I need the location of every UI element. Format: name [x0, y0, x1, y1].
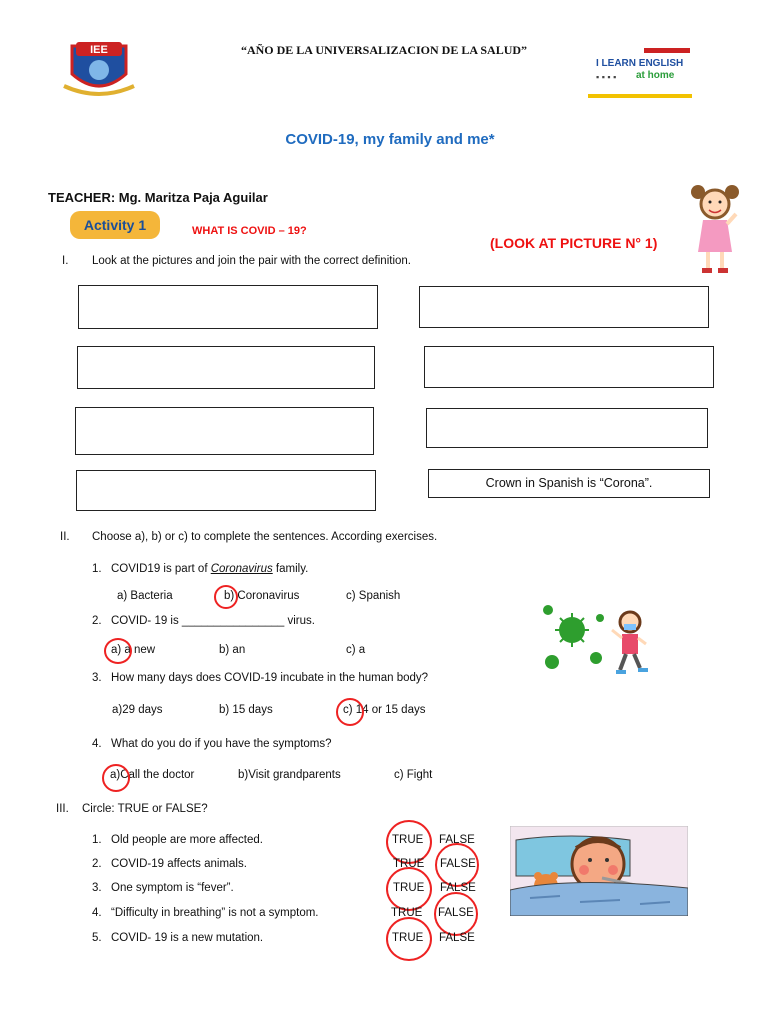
sick-child-illustration	[510, 826, 688, 916]
answer-circle-tf3	[386, 867, 432, 911]
question-3-option-a[interactable]: a)29 days	[112, 704, 163, 716]
section3-numeral: III.	[56, 803, 69, 815]
tf-item-5-false[interactable]: FALSE	[439, 932, 475, 944]
header-motto: “AÑO DE LA UNIVERSALIZACION DE LA SALUD”	[240, 43, 528, 57]
question-4-number: 4.	[92, 738, 102, 750]
question-2-text: COVID- 19 is ________________ virus.	[111, 615, 315, 627]
section2-numeral: II.	[60, 531, 70, 543]
match-box-right-1[interactable]	[419, 286, 709, 328]
question-3-option-b[interactable]: b) 15 days	[219, 704, 273, 716]
section2-instruction: Choose a), b) or c) to complete the sentences. According exercises.	[92, 531, 438, 543]
answer-circle-q1	[214, 585, 238, 609]
tf-item-5-true[interactable]: TRUE	[392, 932, 424, 944]
ile-logo-line2: at home	[636, 70, 675, 81]
tf-item-5-text: COVID- 19 is a new mutation.	[111, 932, 264, 944]
tf-item-1-true[interactable]: TRUE	[392, 834, 424, 846]
i-learn-english-logo: I LEARN ENGLISH ▪ ▪ ▪ ▪ at home	[588, 48, 698, 100]
ile-logo-line1: I LEARN ENGLISH	[596, 58, 684, 69]
question-3-number: 3.	[92, 672, 102, 684]
section3-instruction: Circle: TRUE or FALSE?	[82, 803, 208, 815]
girl-illustration	[686, 180, 744, 276]
virus-kid-illustration	[536, 600, 656, 680]
tf-item-5-number: 5.	[92, 932, 102, 944]
match-box-right-3[interactable]	[426, 408, 708, 448]
school-logo-text: IEE	[90, 44, 108, 56]
answer-circle-tf4	[434, 892, 478, 936]
answer-circle-tf2	[435, 843, 479, 887]
tf-item-3-text: One symptom is “fever”.	[111, 882, 234, 894]
match-box-right-2[interactable]	[424, 346, 714, 388]
question-3-option-c[interactable]: c) 14 or 15 days	[343, 704, 426, 716]
question-4-option-b[interactable]: b)Visit grandparents	[238, 769, 341, 781]
tf-item-2-number: 2.	[92, 858, 102, 870]
section1-instruction: Look at the pictures and join the pair with the correct definition.	[92, 255, 411, 267]
tf-item-4-number: 4.	[92, 907, 102, 919]
answer-circle-q2	[104, 638, 132, 664]
tf-item-1-text: Old people are more affected.	[111, 834, 263, 846]
activity-note: (LOOK AT PICTURE N° 1)	[490, 235, 658, 251]
tf-item-4-false[interactable]: FALSE	[438, 907, 474, 919]
match-box-left-3[interactable]	[75, 407, 374, 455]
section1-numeral: I.	[62, 255, 69, 267]
tf-item-2-text: COVID-19 affects animals.	[111, 858, 247, 870]
answer-circle-tf5	[386, 917, 432, 961]
answer-circle-q3	[336, 698, 364, 726]
question-4-option-c[interactable]: c) Fight	[394, 769, 433, 781]
page-title: COVID-19, my family and me*	[285, 131, 495, 148]
match-box-left-4[interactable]	[76, 470, 376, 511]
question-1-option-c[interactable]: c) Spanish	[346, 590, 401, 602]
question-4-text: What do you do if you have the symptoms?	[111, 738, 332, 750]
tf-item-3-false[interactable]: FALSE	[440, 882, 476, 894]
question-2-option-c[interactable]: c) a	[346, 644, 366, 656]
tf-item-3-true[interactable]: TRUE	[393, 882, 425, 894]
question-2-option-a[interactable]: a) a new	[111, 644, 156, 656]
tf-item-4-true[interactable]: TRUE	[391, 907, 423, 919]
tf-item-4-text: “Difficulty in breathing” is not a symptom.	[111, 907, 319, 919]
crown-definition-box[interactable]: Crown in Spanish is “Corona”.	[428, 469, 710, 498]
question-1-option-b[interactable]: b) Coronavirus	[224, 590, 300, 602]
question-4-option-a[interactable]: a)Call the doctor	[110, 769, 195, 781]
question-1-number: 1.	[92, 563, 102, 575]
tf-item-1-number: 1.	[92, 834, 102, 846]
tf-item-2-true[interactable]: TRUE	[393, 858, 425, 870]
school-logo	[58, 40, 140, 100]
tf-item-1-false[interactable]: FALSE	[439, 834, 475, 846]
tf-item-3-number: 3.	[92, 882, 102, 894]
match-box-left-1[interactable]	[78, 285, 378, 329]
question-3-text: How many days does COVID-19 incubate in the human body?	[111, 672, 429, 684]
activity-label: Activity 1	[70, 211, 160, 239]
activity-question: WHAT IS COVID – 19?	[192, 225, 307, 237]
question-2-number: 2.	[92, 615, 102, 627]
question-1-text: COVID19 is part of Coronavirus family.	[111, 563, 309, 575]
question-2-option-b[interactable]: b) an	[219, 644, 246, 656]
tf-item-2-false[interactable]: FALSE	[440, 858, 476, 870]
answer-circle-q4	[102, 764, 130, 792]
coronavirus-term: Coronavirus	[210, 563, 273, 575]
teacher-name: TEACHER: Mg. Maritza Paja Aguilar	[48, 190, 268, 205]
match-box-left-2[interactable]	[77, 346, 375, 389]
question-1-option-a[interactable]: a) Bacteria	[117, 590, 173, 602]
